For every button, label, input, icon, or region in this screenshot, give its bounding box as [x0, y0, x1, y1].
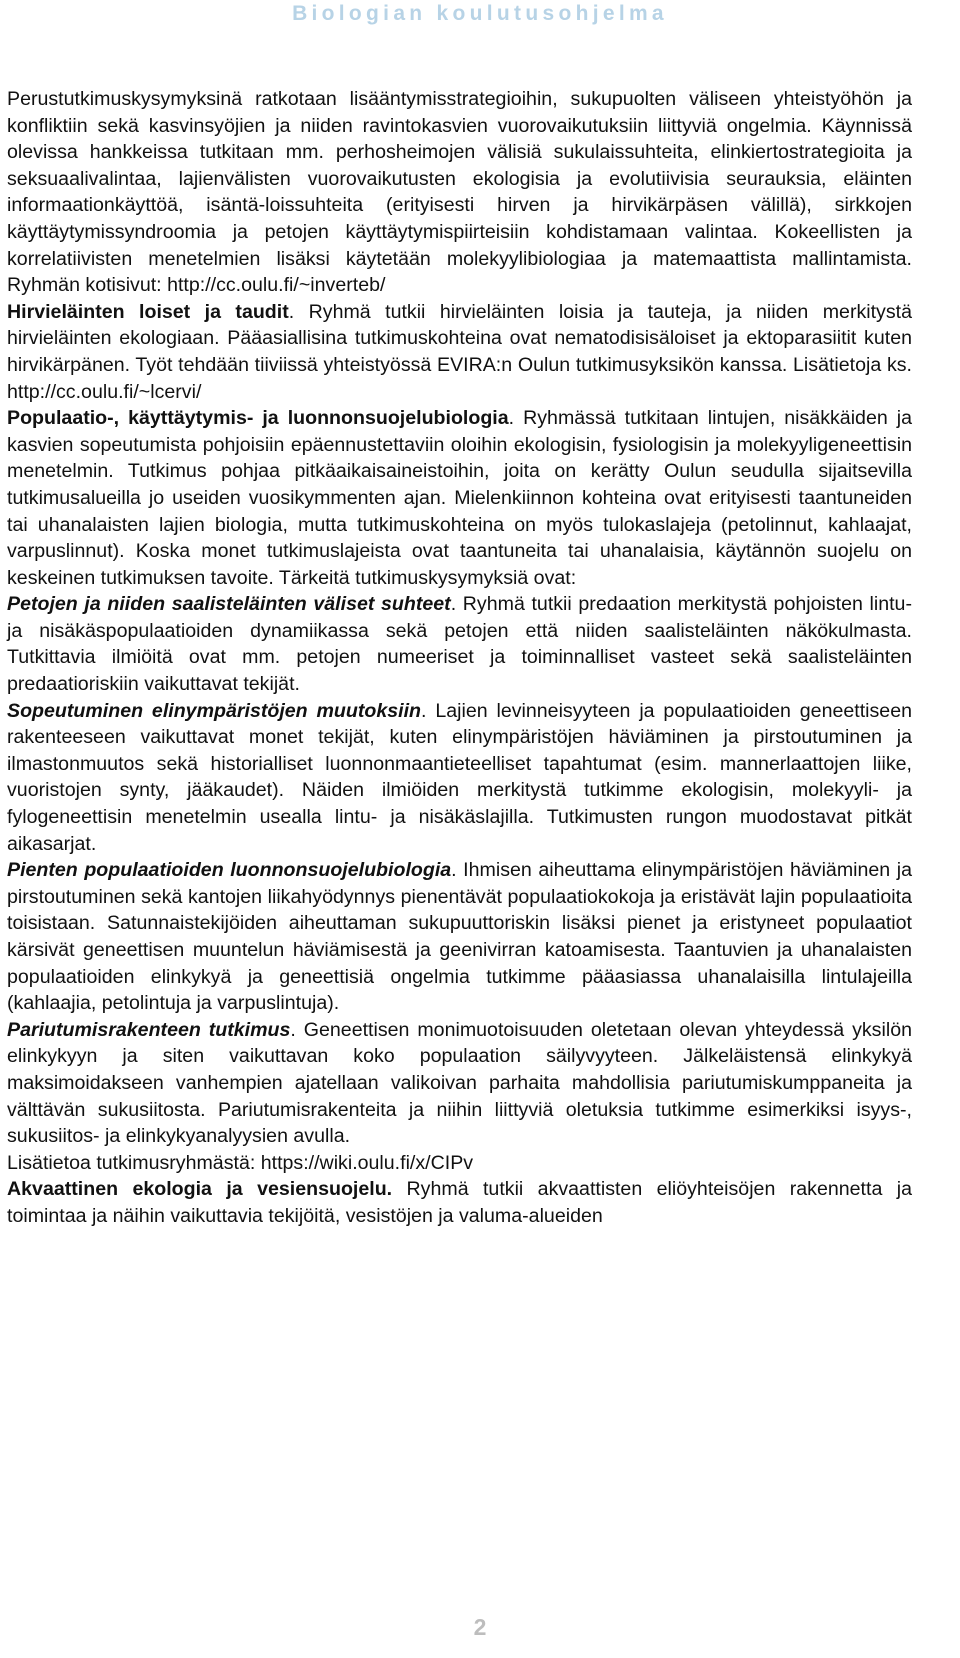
paragraph-text: . Ihmisen aiheuttama elinympäristöjen häviäminen ja pirstoutuminen sekä kantojen liikahyödynnys pienentävät populaatiokokoja ja eristävät lajin populaatioita toisistaan. Satunnaistekijöiden aiheuttaman sukupuuttoriskin lisäksi pienet ja eristyneet populaatiot kärsivät geneettisen muuntelun häviämisestä ja geenivirran katoamisesta. Taantuvien ja uhanalaisten populaatioiden elinkykyä ja geneettisiä ongelmia tutkimme pääasiassa uhanalaisilla lintulajeilla (kahlaajia, petolintuja ja varpuslintuja). [7, 859, 913, 1015]
paragraph-akvaattinen [7, 1176, 912, 1229]
subsection-heading: Pienten populaatioiden luonnonsuojelubiologia [7, 859, 452, 882]
paragraph-text: . Ryhmä tutkii hirvieläinten loisia ja tauteja, ja niiden merkitystä hirvieläinten ekologiaan. Pääasiallisina tutkimuskohteina ovat nematodisisäloiset ja ektoparasiitit kuten hirvikärpänen. Työt tehdään tiiviissä yhteistyössä EVIRA:n Oulun tutkimusyksikön kanssa. Lisätietoja ks. http://cc.oulu.fi/~lcervi/ [7, 300, 912, 403]
paragraph-pariutumis [7, 1017, 912, 1150]
running-header: Biologian koulutusohjelma [292, 2, 668, 25]
section-heading: Hirvieläinten loiset ja taudit [7, 300, 289, 323]
paragraph-populaatio [7, 405, 912, 591]
section-heading: Populaatio-, käyttäytymis- ja luonnonsuojelubiologia [7, 407, 509, 430]
page-number: 2 [473, 1614, 487, 1640]
subsection-heading: Petojen ja niiden saalisteläinten väliset suhteet [7, 593, 451, 616]
paragraph-text: Perustutkimuskysymyksinä ratkotaan lisääntymisstrategioihin, sukupuolten väliseen yhteistyöhön ja konfliktiin sekä kasvinsyöjien ja niiden ravintokasvien vuorovaikutuksiin liittyviä ongelmia. Käynnissä olevissa hankkeissa tutkitaan mm. perhosheimojen välisiä sukulaissuhteita, elinkiertostrategioita ja seksuaalivalintaa, lajienvälisten vuorovaikutusten ekologisia ja evolutiivisia seurauksia, eläinten informaationkäyttöä, isäntä-loissuhteita (erityisesti hirven ja hirvikärpäsen välillä), sirkkojen käyttäytymissyndroomia ja petojen käyttäytymispiirteisiin kohdistamaan valintaa. Kokeellisten ja korrelatiivisten menetelmien lisäksi käytetään molekyylibiologiaa ja matemaattista mallintamista. Ryhmän kotisivut: http://cc.oulu.fi/~inverteb/ [7, 88, 912, 297]
paragraph-hirvielaimet [7, 299, 912, 405]
paragraph-intro [7, 86, 912, 299]
paragraph-sopeutuminen [7, 698, 912, 858]
paragraph-text: Ryhmä tutkii akvaattisten eliöyhteisöjen rakennetta ja toimintaa ja näihin vaikuttavia tekijöitä, vesistöjen ja valuma-alueiden [7, 1178, 912, 1227]
paragraph-text: . Geneettisen monimuotoisuuden oletetaan olevan yhteydessä yksilön elinkykyyn ja siten vaikuttavan koko populaation säilyvyyteen. Jälkeläistensä elinkykyä maksimoidakseen vanhempien ajatellaan valikoivan parhaita mahdollisia pariutumiskumppaneita ja välttävän sukusiitosta. Pariutumisrakenteita ja niihin liittyviä oletuksia tutkimme esimerkiksi isyys-, sukusiitos- ja elinkykyanalyysien avulla. [7, 1018, 912, 1148]
section-heading: Akvaattinen ekologia ja vesiensuojelu. [7, 1178, 393, 1201]
subsection-heading: Pariutumisrakenteen tutkimus [7, 1018, 291, 1041]
paragraph-pienten [7, 857, 912, 1017]
info-link-text: Lisätietoa tutkimusryhmästä: https://wiki.oulu.fi/x/CIPv [7, 1151, 474, 1174]
document-body [7, 86, 912, 1230]
paragraph-text: . Ryhmässä tutkitaan lintujen, nisäkkäiden ja kasvien sopeutumista pohjoisiin epäennustettaviin oloihin ekologisin, fysiologisin ja molekyyligeneettisin menetelmin. Tutkimus pohjaa pitkäaikaisaineistoihin, joita on kerätty Oulun seudulla sijaitsevilla tutkimusalueilla jo useiden vuosikymmenten ajan. Mielenkiinnon kohteina ovat erityisesti taantuneiden tai uhanalaisten lajien biologia, mutta tutkimuskohteina on myös tulokaslajeja (petolinnut, kahlaajat, varpuslinnut). Koska monet tutkimuslajeista ovat taantuneita tai uhanalaisia, käytännön suojelu on keskeinen tutkimuksen tavoite. Tärkeitä tutkimuskysymyksiä ovat: [7, 407, 912, 589]
paragraph-lisatietoa [7, 1150, 912, 1177]
subsection-heading: Sopeutuminen elinympäristöjen muutoksiin [7, 699, 422, 722]
paragraph-petojen [7, 591, 912, 697]
paragraph-text: . Ryhmä tutkii predaation merkitystä pohjoisten lintu- ja nisäkäspopulaatioiden dynamiikassa sekä petojen että niiden saalisteläinten näkökulmasta. Tutkittavia ilmiöitä ovat mm. petojen numeeriset ja toiminnalliset vasteet sekä saalisteläinten predaatioriskiin vaikuttavat tekijät. [7, 593, 912, 696]
paragraph-text: . Lajien levinneisyyteen ja populaatioiden geneettiseen rakenteeseen vaikuttavat monet tekijät, kuten elinympäristöjen häviäminen ja pirstoutuminen ja ilmastonmuutos sekä historialliset luonnonmaantieteelliset tapahtumat (esim. mannerlaattojen liike, vuoristojen synty, jääkaudet). Näiden ilmiöiden merkitystä tutkimme ekologisin, molekyyli- ja fylogeneettisin menetelmin usealla lintu- ja nisäkäslajilla. Tutkimusten rungon muodostavat pitkät aikasarjat. [7, 699, 912, 855]
